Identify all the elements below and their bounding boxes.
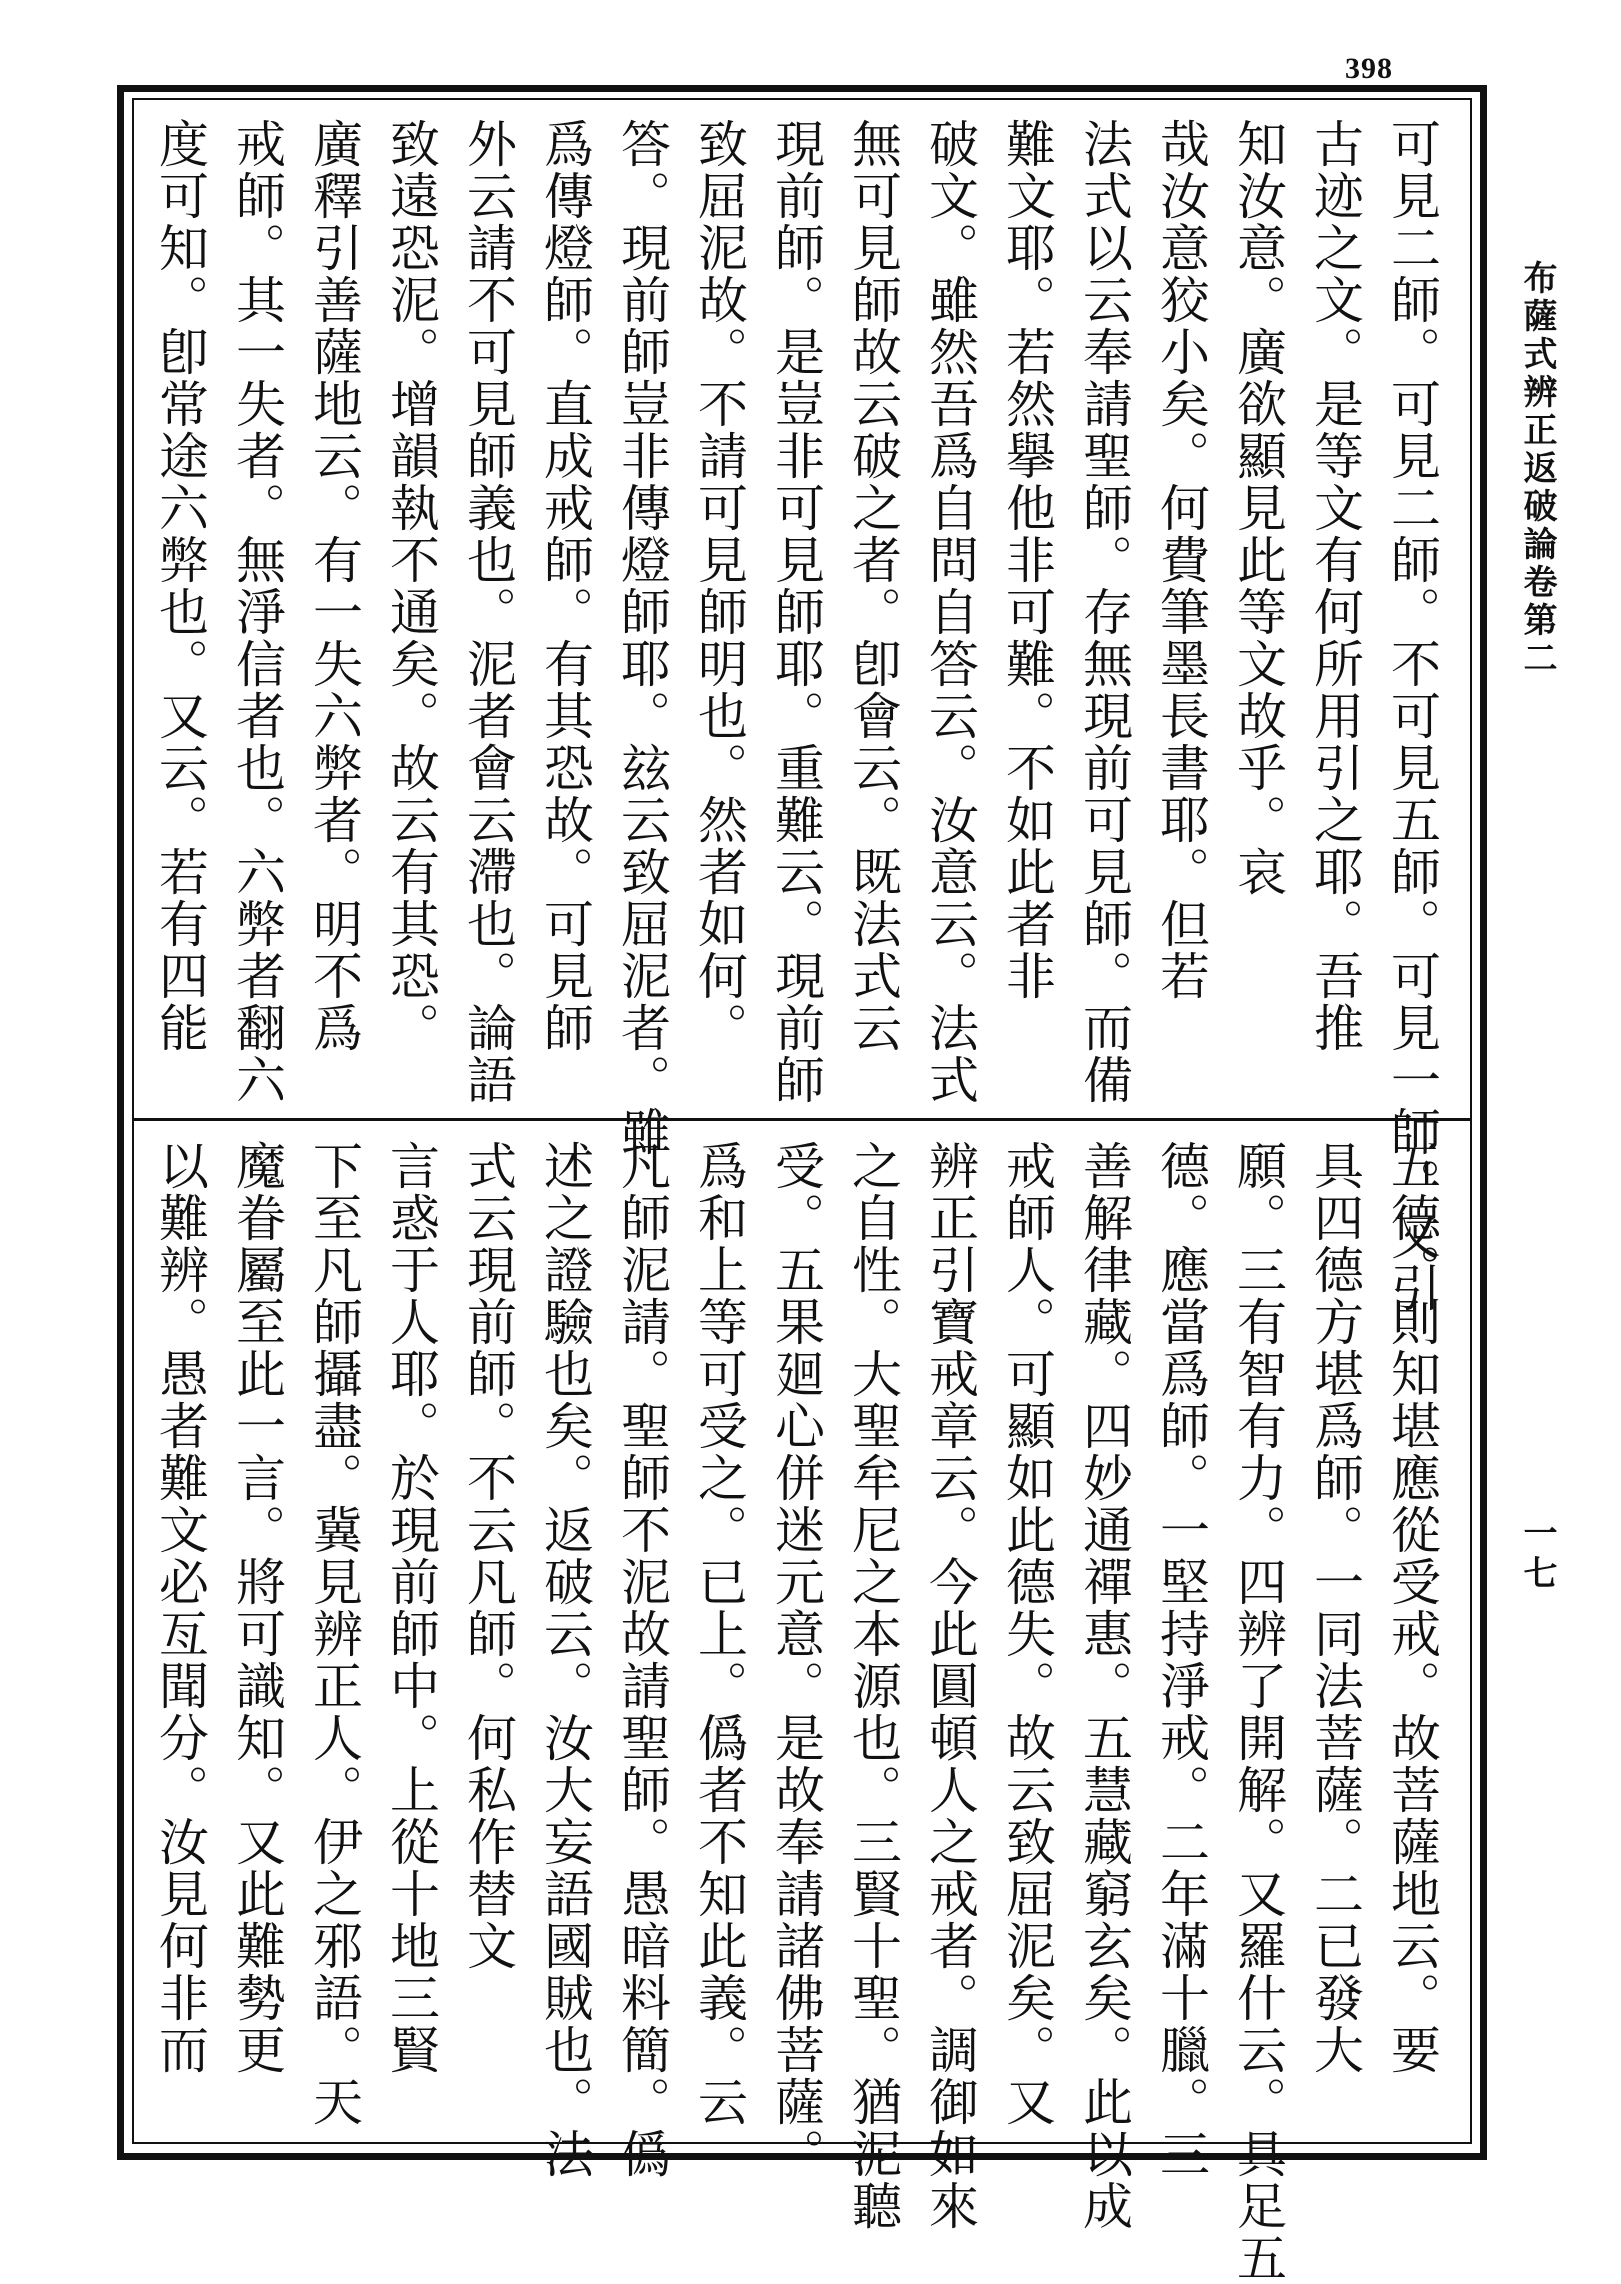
text-column: 知汝意。廣欲顯見此等文故乎。哀 [1229, 118, 1287, 898]
page-number: 398 [1345, 52, 1393, 85]
text-column: 可見二師。可見二師。不可見五師。可見一師。又引 [1383, 118, 1441, 1314]
running-title: 布薩式辨正返破論卷第二 [1517, 260, 1557, 678]
text-column: 受。五果廻心併迷元意。是故奉請諸佛菩薩。 [767, 1140, 825, 2180]
text-column: 具四德方堪爲師。一同法菩薩。二已發大 [1306, 1140, 1364, 2076]
text-column: 戒師。其一失者。無淨信者也。六弊者翻六 [228, 118, 286, 1106]
text-column: 哉汝意狡小矣。何費筆墨長書耶。但若 [1152, 118, 1210, 1002]
text-column: 述之證驗也矣。返破云。汝大妄語國賊也。法 [536, 1140, 594, 2180]
text-column: 以難辨。愚者難文必亙聞分。汝見何非而 [151, 1140, 209, 2076]
text-column: 廣釋引善薩地云。有一失六弊者。明不爲 [305, 118, 363, 1054]
text-column: 無可見師故云破之者。卽會云。既法式云 [844, 118, 902, 1054]
text-column: 現前師。是豈非可見師耶。重難云。現前師 [767, 118, 825, 1106]
panel-divider [134, 1118, 1470, 1121]
text-column: 五德。則知堪應從受戒。故菩薩地云。要 [1383, 1140, 1441, 2076]
text-column: 言惑于人耶。於現前師中。上從十地三賢 [382, 1140, 440, 2076]
text-column: 魔眷屬至此一言。將可識知。又此難勢更 [228, 1140, 286, 2076]
text-column: 願。三有智有力。四辨了開解。又羅什云。具足五 [1229, 1140, 1287, 2284]
text-column: 法式以云奉請聖師。存無現前可見師。而備 [1075, 118, 1133, 1106]
text-column: 外云請不可見師義也。泥者會云滯也。論語 [459, 118, 517, 1106]
text-column: 辨正引寶戒章云。今此圓頓人之戒者。調御如來 [921, 1140, 979, 2232]
text-column: 善解律藏。四妙通禪惠。五慧藏窮玄矣。此以成 [1075, 1140, 1133, 2232]
text-column: 致遠恐泥。增韻執不通矣。故云有其恐。 [382, 118, 440, 1054]
text-column: 答。現前師豈非傳燈師耶。玆云致屈泥者。雖 [613, 118, 671, 1158]
text-column: 式云現前師。不云凡師。何私作替文 [459, 1140, 517, 1972]
upper-text-panel [151, 118, 1450, 1314]
text-column: 度可知。卽常途六弊也。又云。若有四能 [151, 118, 209, 1054]
text-column: 爲傳燈師。直成戒師。有其恐故。可見師 [536, 118, 594, 1054]
lower-text-panel [151, 1140, 1450, 2284]
text-column: 下至凡師攝盡。冀見辨正人。伊之邪語。天 [305, 1140, 363, 2128]
text-column: 凡師泥請。聖師不泥故請聖師。愚暗料簡。僞 [613, 1140, 671, 2180]
text-column: 古迹之文。是等文有何所用引之耶。吾推 [1306, 118, 1364, 1054]
folio-number: 一七 [1517, 1515, 1557, 1595]
text-column: 德。應當爲師。一堅持淨戒。二年滿十臘。三 [1152, 1140, 1210, 2180]
text-column: 破文。雖然吾爲自問自答云。汝意云。法式 [921, 118, 979, 1106]
text-column: 之自性。大聖牟尼之本源也。三賢十聖。猶泥聽 [844, 1140, 902, 2232]
text-column: 難文耶。若然擧他非可難。不如此者非 [998, 118, 1056, 1002]
text-column: 戒師人。可顯如此德失。故云致屈泥矣。又 [998, 1140, 1056, 2128]
text-column: 致屈泥故。不請可見師明也。然者如何。 [690, 118, 748, 1054]
text-column: 爲和上等可受之。已上。僞者不知此義。云 [690, 1140, 748, 2128]
